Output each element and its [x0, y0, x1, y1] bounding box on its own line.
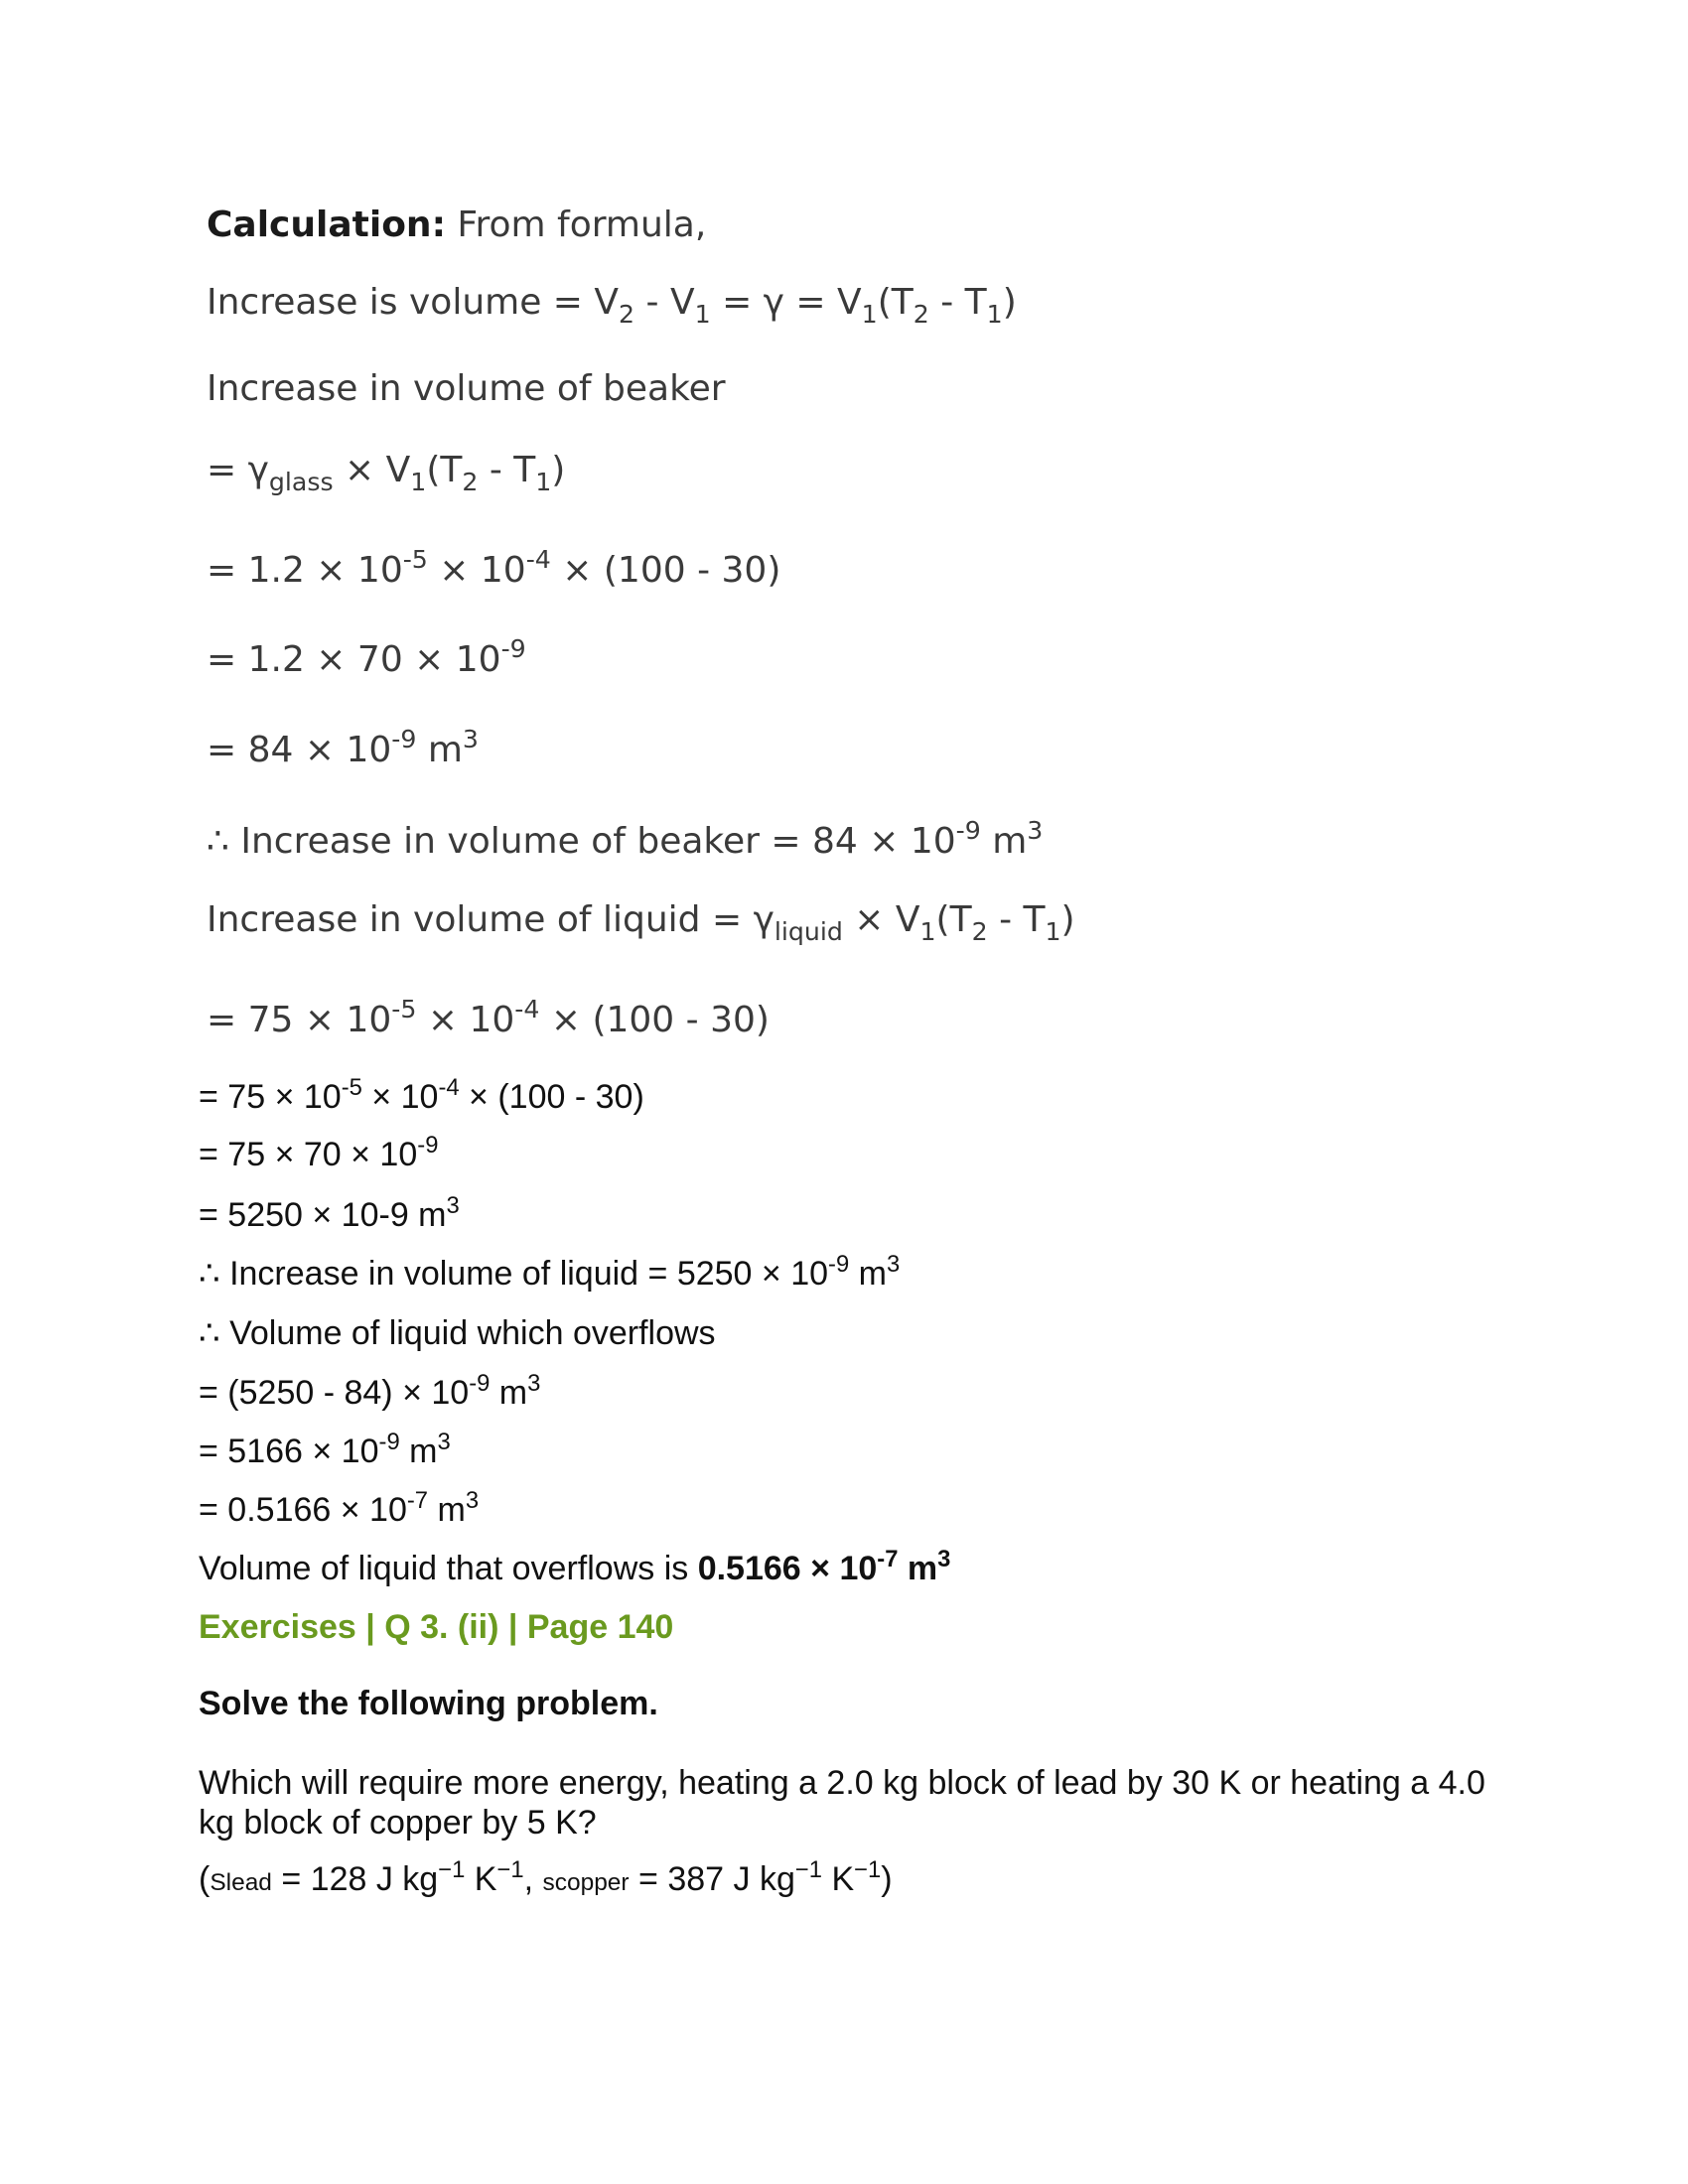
liquid-step-1: = $75 \times 10^{-5} \times 10^{-4} \times (100 - 30)$: [207, 995, 770, 1040]
problem-heading: Solve the following problem.: [199, 1685, 658, 1722]
calculation-line: [207, 204, 706, 246]
beaker-result: ∴ Increase in volume of beaker = $84 \times 10^{-9}$ $m^3$: [207, 816, 1044, 862]
text-step-2: = $75 \times 70 \times 10^{-9}$: [199, 1131, 439, 1173]
text-step-3: = 5250 × 10-9 $m^3$: [199, 1191, 460, 1234]
given-values: (Slead = 128 J $kg^{-1}$ $K^{-1}$, scopper = 387 J $kg^{-1}$ $K^{-1}$): [199, 1855, 893, 1898]
liquid-result: ∴ Increase in volume of liquid = $5250 \times 10^{-9}$ $m^3$: [199, 1250, 901, 1293]
overflow-label: ∴ Volume of liquid which overflows: [199, 1314, 716, 1352]
overflow-step-2: = $5166 \times 10^{-9}$ $m^3$: [199, 1428, 451, 1470]
overflow-step-1: = $(5250 - 84) \times 10^{-9}$ $m^3$: [199, 1369, 541, 1412]
liquid-formula: Increase in volume of liquid = $\gamma_{liquid} \times V_1(T_2 - T_1)$: [207, 899, 1075, 946]
beaker-step-1: = $1.2 \times 10^{-5} \times 10^{-4} \times (100 - 30)$: [207, 545, 781, 591]
beaker-step-3: = $84 \times 10^{-9}$ $m^3$: [207, 725, 479, 770]
beaker-step-2: = $1.2 \times 70 \times 10^{-9}$: [207, 634, 526, 680]
exercise-reference-link[interactable]: Exercises | Q 3. (ii) | Page 140: [199, 1608, 674, 1646]
calculation-intro: From formula,: [457, 205, 707, 245]
calculation-heading: Calculation:: [207, 205, 446, 245]
overflow-step-3: = $0.5166 \times 10^{-7}$ $m^3$: [199, 1486, 480, 1529]
volume-increase-formula: Increase is volume = $V_2 - V_1 = \gamma = V_1(T_2 - T_1)$: [207, 282, 1017, 329]
text-step-1: = $75 \times 10^{-5} \times 10^{-4} \times (100 - 30)$: [199, 1073, 644, 1116]
beaker-formula: = $\gamma_{glass} \times V_1(T_2 - T_1)$: [207, 450, 566, 496]
beaker-label: Increase in volume of beaker: [207, 368, 726, 409]
overflow-answer: Volume of liquid that overflows is $0.5166 \times 10^{-7}$ $m^3$: [199, 1545, 951, 1587]
problem-text: Which will require more energy, heating a 2.0 kg block of lead by 30 K or heating a 4.0 kg block of copper by 5 K?: [199, 1764, 1485, 1842]
